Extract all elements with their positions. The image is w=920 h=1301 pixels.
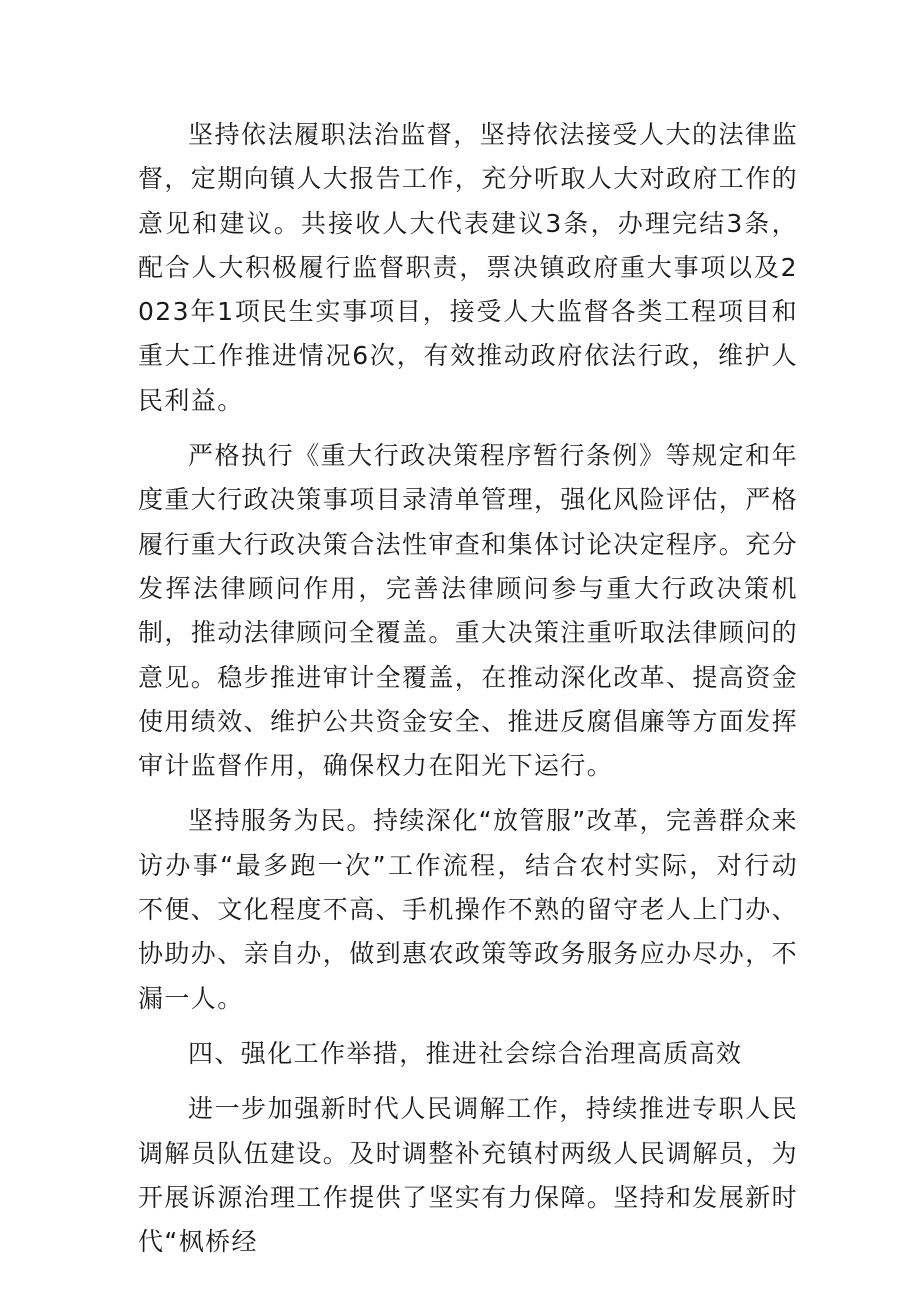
paragraph-mediation: 进一步加强新时代人民调解工作，持续推进专职人民调解员队伍建设。及时调整补充镇村两级人民调解员，为开展诉源治理工作提供了坚实有力保障。坚持和发展新时代“枫桥经 — [138, 1094, 799, 1257]
document-body — [138, 113, 798, 1275]
paragraph-legal-supervision: 坚持依法履职法治监督，坚持依法接受人大的法律监督，定期向镇人大报告工作，充分听取人大对政府工作的意见和建议。共接收人大代表建议3条，办理完结3条，配合人大积极履行监督职责，票决镇政府重大事项以及2023年1项民生实事项目，接受人大监督各类工程项目和重大工作推进情况6次，有效推动政府依法行政，维护人民利益。 — [138, 120, 799, 415]
paragraph-service-for-people: 坚持服务为民。持续深化“放管服”改革，完善群众来访办事“最多跑一次”工作流程，结合农村实际，对行动不便、文化程度不高、手机操作不熟的留守老人上门办、协助办、亲自办，做到惠农政策等政务服务应办尽办，不漏一人。 — [138, 806, 799, 1013]
paragraph-major-decisions: 严格执行《重大行政决策程序暂行条例》等规定和年度重大行政决策事项目录清单管理，强化风险评估，严格履行重大行政决策合法性审查和集体讨论决定程序。充分发挥法律顾问作用，完善法律顾问参与重大行政决策机制，推动法律顾问全覆盖。重大决策注重听取法律顾问的意见。稳步推进审计全覆盖，在推动深化改革、提高资金使用绩效、维护公共资金安全、推进反腐倡廉等方面发挥审计监督作用，确保权力在阳光下运行。 — [138, 441, 799, 781]
section-heading: 四、强化工作举措，推进社会综合治理高质高效 — [188, 1038, 743, 1068]
